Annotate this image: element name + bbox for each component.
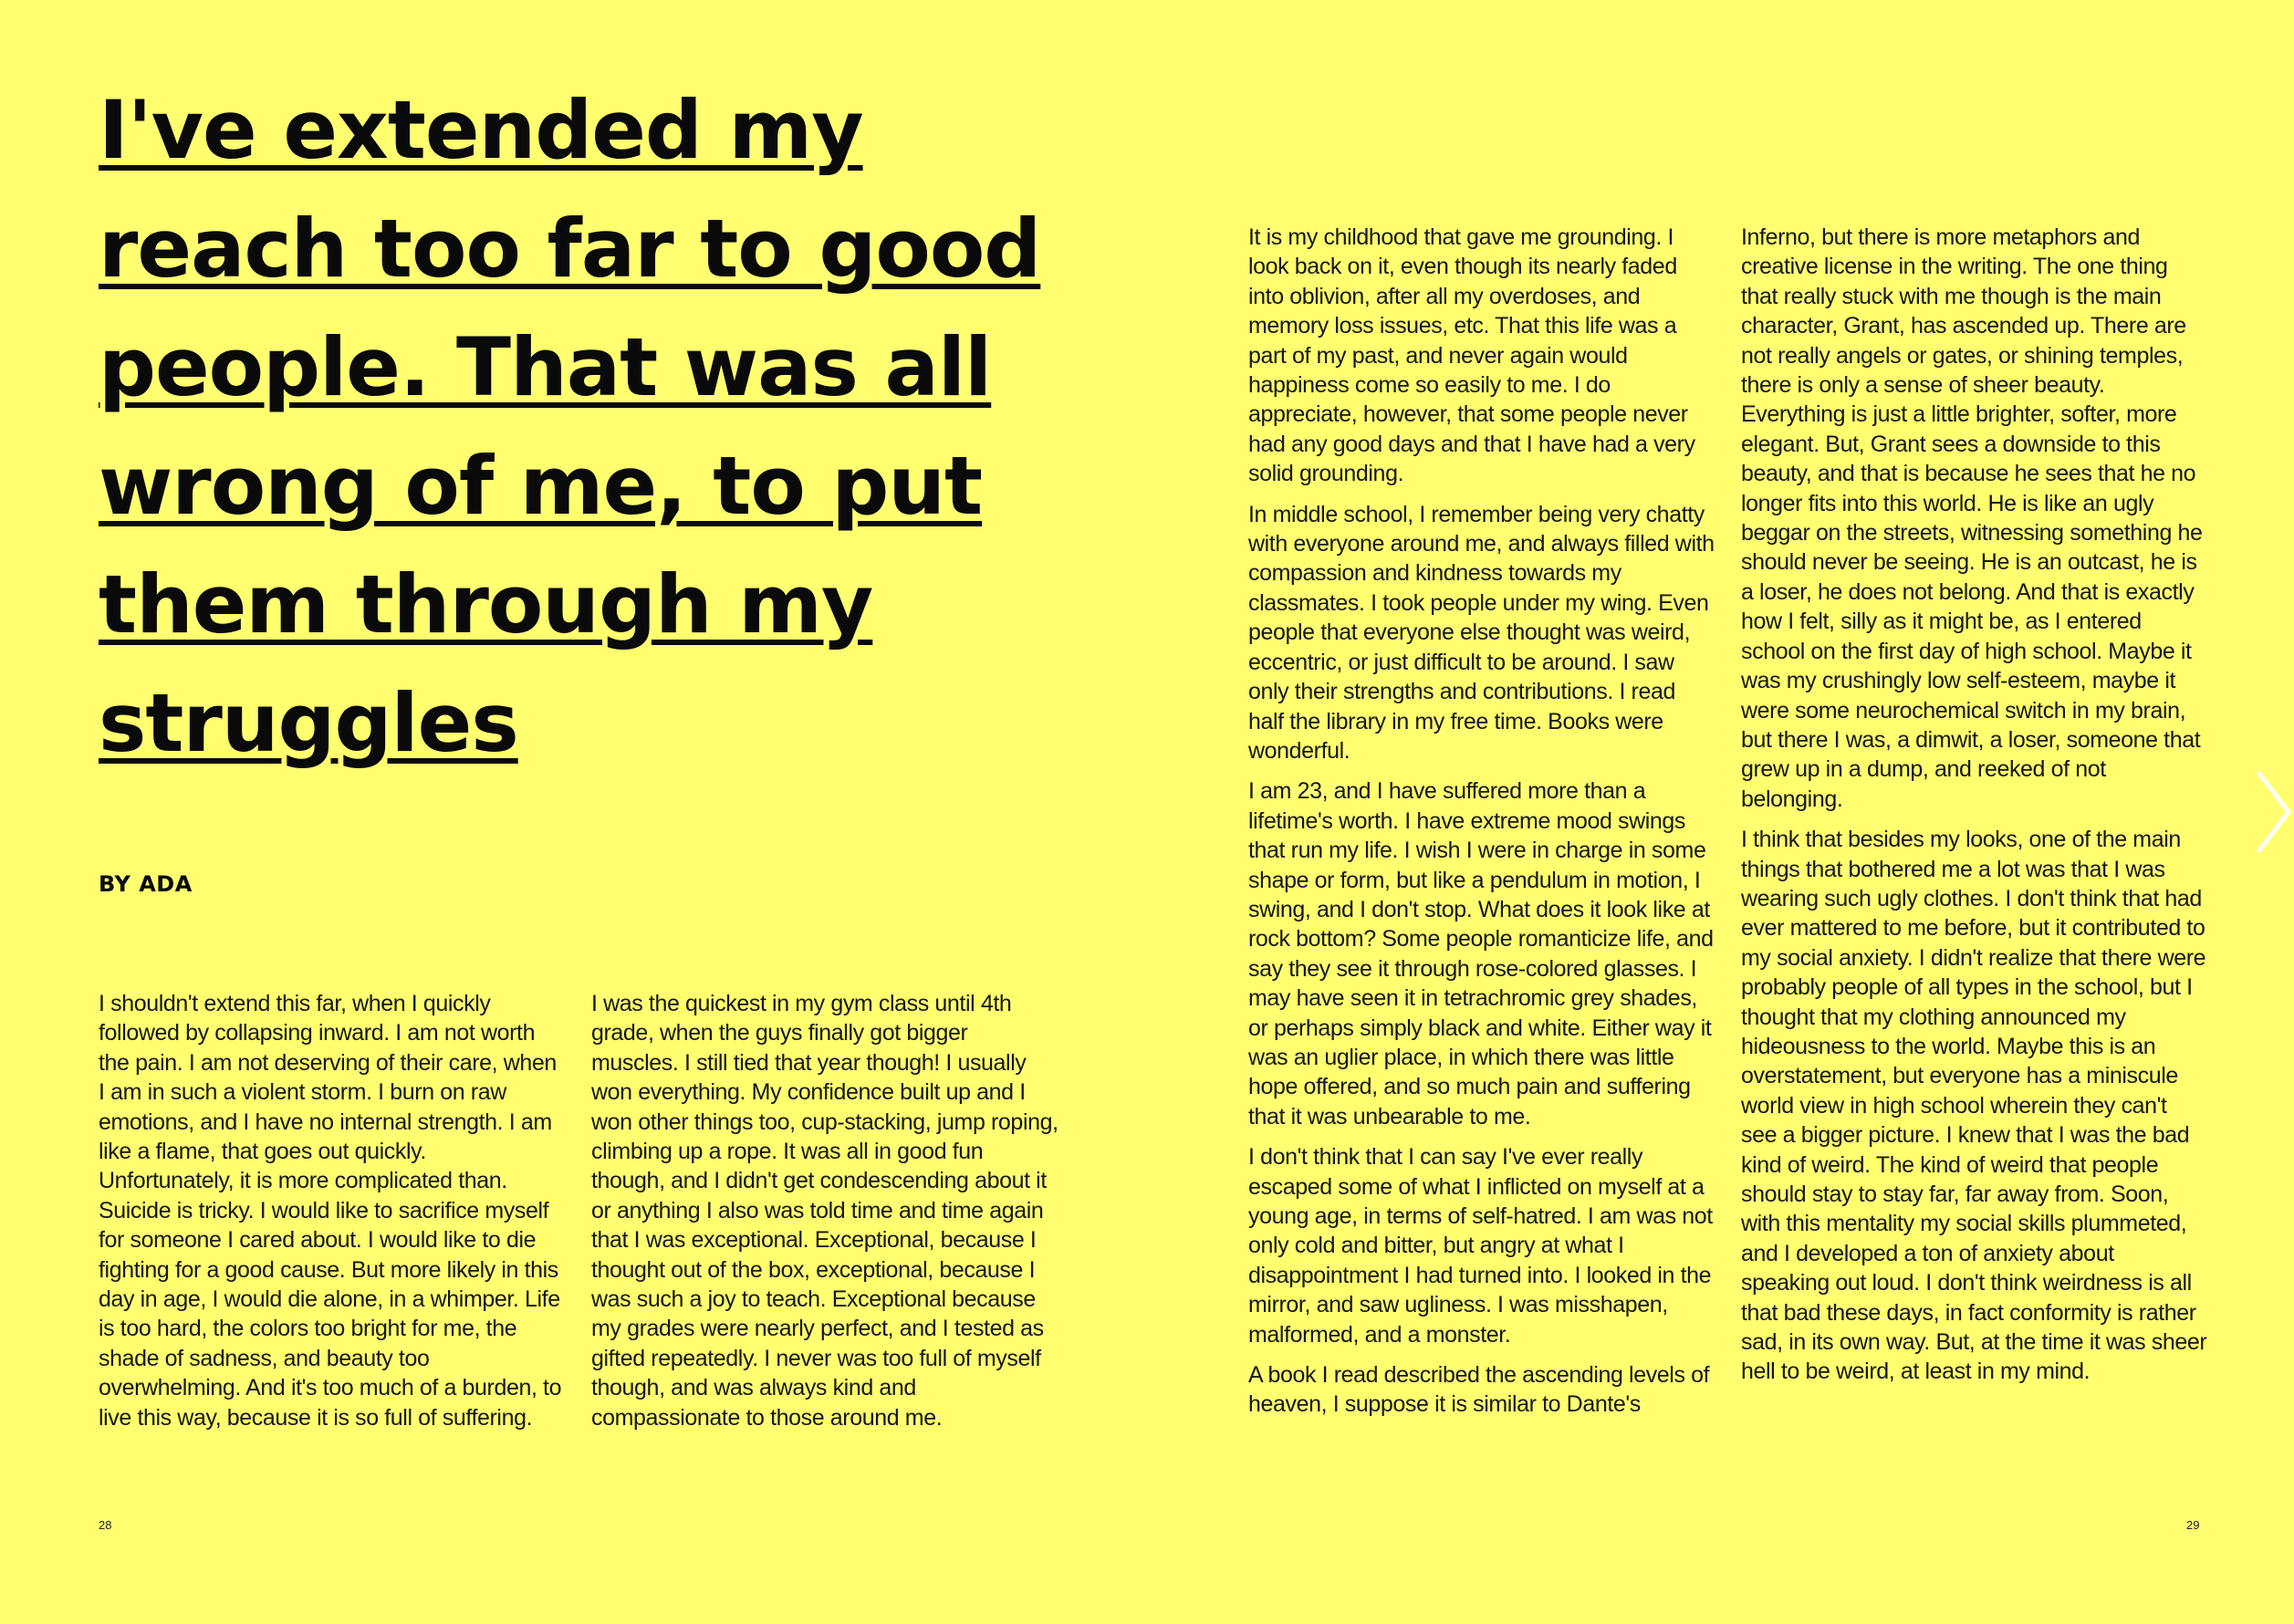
- body-column-1: [99, 989, 566, 1443]
- body-column-3: [1248, 223, 1715, 1431]
- body-column-2: [591, 989, 1058, 1443]
- body-paragraph: I am 23, and I have suffered more than a lifetime's worth. I have extreme mood swings that run my life. I wish I were in charge in some shape or form, but like a pendulum in motion, I swing, and I don't stop. What does it look like at rock bottom? Some people romanticize life, and say they see it through rose-colored glasses. I may have seen it in tetrachromic grey shades, or perhaps simply black and white. Either way it was an uglier place, in which there was little hope offered, and so much pain and suffering that it was unbearable to me.: [1248, 778, 1714, 1130]
- page-number-left: 28: [99, 1518, 112, 1532]
- body-paragraph: I shouldn't extend this far, when I quickly followed by collapsing inward. I am not worth the pain. I am not deserving of their care, when I am in such a violent storm. I burn on raw emotions, and I have no internal strength. I am like a flame, that goes out quickly. Unfortunately, it is more complicated than. Suicide is tricky. I would like to sacrifice myself for someone I cared about. I would like to die fighting for a good cause. But more likely in this day in age, I would die alone, in a whimper. Life is too hard, the colors too bright for me, the shade of sadness, and beauty too overwhelming. And it's too much of a burden, to live this way, because it is so full of suffering.: [99, 991, 562, 1431]
- body-paragraph: Inferno, but there is more metaphors and creative license in the writing. The one thing that really stuck with me though is the main character, Grant, has ascended up. There are not really angels or gates, or shining temples, there is only a sense of sheer beauty. Everything is just a little brighter, softer, more elegant. But, Grant sees a downside to this beauty, and that is because he sees that he no longer fits into this world. He is like an ugly beggar on the streets, witnessing something he should never be seeing. He is an outcast, he is a loser, he does not belong. And that is exactly how I felt, silly as it might be, as I entered school on the first day of high school. Maybe it was my crushingly low self-esteem, maybe it were some neurochemical switch in my brain, but there I was, a dimwit, a loser, someone that grew up in a dump, and reeked of not belonging.: [1741, 224, 2203, 812]
- body-column-4: [1741, 223, 2208, 1398]
- headline-line: reach too far to good: [99, 202, 1041, 296]
- headline-line: them through my: [99, 557, 873, 651]
- headline-line: wrong of me, to put: [99, 439, 983, 533]
- article-headline: [99, 71, 1121, 783]
- body-paragraph: It is my childhood that gave me grounding. I look back on it, even though its nearly faded into oblivion, after all my overdoses, and memory loss issues, etc. That this life was a part of my past, and never again would happiness come so easily to me. I do appreciate, however, that some people never had any good days and that I have had a very solid grounding.: [1248, 224, 1695, 487]
- next-page-button[interactable]: [2254, 766, 2294, 858]
- body-paragraph: A book I read described the ascending levels of heaven, I suppose it is similar to Dante's: [1248, 1362, 1710, 1418]
- page-number-right: 29: [2186, 1518, 2200, 1532]
- headline-line: people. That was all: [99, 320, 992, 414]
- body-paragraph: In middle school, I remember being very chatty with everyone around me, and always filled with compassion and kindness towards my classmates. I took people under my wing. Even people that everyone else thought was weird, eccentric, or just difficult to be around. I saw only their strengths and contributions. I read half the library in my free time. Books were wonderful.: [1248, 501, 1715, 764]
- body-paragraph: I don't think that I can say I've ever really escaped some of what I inflicted on myself at a young age, in terms of self-hatred. I am was not only cold and bitter, but angry at what I disappointment I had turned into. I looked in the mirror, and saw ugliness. I was misshapen, malformed, and a monster.: [1248, 1144, 1713, 1348]
- headline-line: I've extended my: [99, 83, 863, 177]
- headline-line: struggles: [99, 676, 518, 770]
- body-paragraph: I think that besides my looks, one of the main things that bothered me a lot was that I was wearing such ugly clothes. I don't think that had ever mattered to me before, but it contributed to my social anxiety. I didn't realize that there were probably people of all types in the school, but I thought that my clothing announced my hideousness to the world. Maybe this is an overstatement, but everyone has a miniscule world view in high school wherein they can't see a bigger picture. I knew that I was the bad kind of weird. The kind of weird that people should stay to stay far, far away from. Soon, with this mentality my social skills plummeted, and I developed a ton of anxiety about speaking out loud. I don't think weirdness is all that bad these days, in fact conformity is rather sad, in its own way. But, at the time it was sheer hell to be weird, at least in my mind.: [1741, 827, 2207, 1385]
- article-byline: BY ADA: [99, 871, 193, 897]
- chevron-right-icon: [2254, 766, 2294, 858]
- body-paragraph: I was the quickest in my gym class until 4th grade, when the guys finally got bigger muscles. I still tied that year though! I usually won everything. My confidence built up and I won other things too, cup-stacking, jump roping, climbing up a rope. It was all in good fun though, and I didn't get condescending about it or anything I also was told time and time again that I was exceptional. Exceptional, because I thought out of the box, exceptional, because I was such a joy to teach. Exceptional because my grades were nearly perfect, and I tested as gifted repeatedly. I never was too full of myself though, and was always kind and compassionate to those around me.: [591, 991, 1058, 1431]
